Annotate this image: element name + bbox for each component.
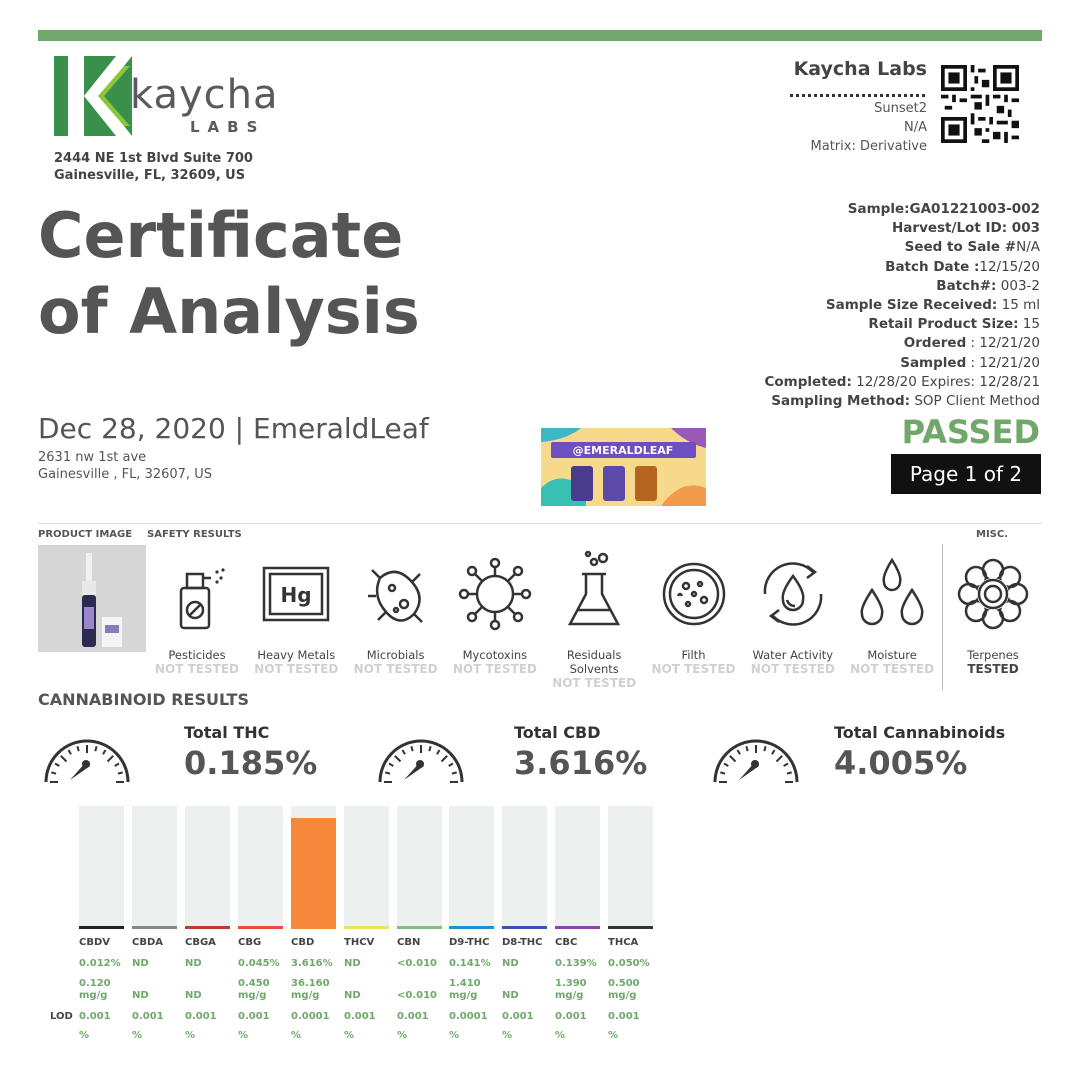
cannabinoid-lod: 0.001 (238, 1011, 270, 1022)
cannabinoid-percent: 0.045% (238, 958, 280, 969)
cannabinoid-mg-unit: ND (132, 990, 149, 1001)
safety-item-name: Filth (681, 648, 706, 662)
cannabinoid-mg-unit: mg/g (555, 990, 584, 1001)
bar-baseline (608, 926, 653, 929)
bar-baseline (79, 926, 124, 929)
cannabinoid-percent: ND (344, 958, 361, 969)
lab-info-line: Matrix: Derivative (810, 139, 927, 154)
safety-item-status: NOT TESTED (850, 662, 935, 676)
sample-detail-value: : 12/21/20 (966, 354, 1040, 371)
sample-detail-row (765, 373, 1041, 392)
cannabinoid-mg-unit: mg/g (238, 990, 267, 1001)
safety-item-moisture (846, 548, 938, 676)
cannabinoid-lod-unit: % (397, 1030, 408, 1041)
cannabinoid-lod: 0.001 (502, 1011, 534, 1022)
cannabinoid-lod: 0.0001 (291, 1011, 330, 1022)
flower-icon (947, 548, 1039, 640)
dotted-divider (790, 94, 925, 97)
droplets-icon (846, 548, 938, 640)
safety-item-status: NOT TESTED (155, 662, 239, 676)
cannabinoid-mg-unit: ND (502, 990, 519, 1001)
cannabinoid-percent: 0.012% (79, 958, 121, 969)
cannabinoid-mg-value: 36.160 (291, 978, 330, 989)
cannabinoid-name: THCA (608, 937, 639, 948)
cannabinoid-name: D9-THC (449, 937, 490, 948)
safety-item-pesticides (151, 548, 243, 676)
banner-brand-text: @EMERALDLEAF (572, 444, 674, 457)
gauge-icon (374, 720, 469, 788)
total-label: Total THC (184, 723, 270, 742)
gauge-icon (40, 720, 135, 788)
sample-detail-value: 12/28/20 Expires: 12/28/21 (851, 373, 1040, 390)
sample-detail-row (765, 392, 1041, 411)
sample-detail-value: N/A (1016, 239, 1040, 256)
page-indicator: Page 1 of 2 (891, 454, 1041, 494)
cannabinoid-percent: ND (185, 958, 202, 969)
section-divider (38, 523, 1042, 524)
client-address (38, 449, 212, 483)
lab-info-line: N/A (904, 120, 927, 135)
safety-item-name: Water Activity (752, 648, 834, 662)
misc-terpenes (947, 548, 1039, 676)
cannabinoid-lod: 0.001 (79, 1011, 111, 1022)
misc-label: MISC. (976, 529, 1009, 540)
sample-detail-key: Sampled (900, 354, 967, 371)
sample-detail-row (765, 277, 1041, 296)
bar-baseline (502, 926, 547, 929)
bar-track (449, 806, 494, 928)
sample-detail-value: 15 (1018, 316, 1040, 333)
page-title (38, 198, 420, 350)
sample-detail-row (765, 296, 1041, 315)
top-accent-bar (38, 30, 1042, 41)
sample-detail-row (765, 219, 1041, 238)
safety-item-name: Microbials (366, 648, 425, 662)
bar-baseline (344, 926, 389, 929)
cannabinoid-results-title: CANNABINOID RESULTS (38, 690, 249, 709)
sample-detail-row (765, 334, 1041, 353)
bar-fill-cbd (291, 818, 336, 928)
safety-item-status: NOT TESTED (552, 676, 637, 690)
cannabinoid-name: THCV (344, 937, 375, 948)
cannabinoid-lod-unit: % (79, 1030, 90, 1041)
safety-item-name: Moisture (867, 648, 917, 662)
total-value: 3.616% (514, 744, 648, 782)
safety-item-name: Heavy Metals (257, 648, 336, 662)
cannabinoid-name: CBD (291, 937, 315, 948)
sample-detail-key: Completed: (764, 373, 852, 390)
bar-track (344, 806, 389, 928)
client-address-line: 2631 nw 1st ave (38, 450, 147, 465)
safety-item-heavy-metals (250, 548, 342, 676)
sample-detail-value: 15 ml (997, 297, 1040, 314)
client-address-line: Gainesville , FL, 32607, US (38, 467, 212, 482)
bar-track (79, 806, 124, 928)
safety-item-residuals-solvents (548, 548, 640, 690)
cannabinoid-lod: 0.001 (132, 1011, 164, 1022)
sample-detail-key: Retail Product Size: (868, 316, 1019, 333)
cannabinoid-lod-unit: % (502, 1030, 513, 1041)
sample-detail-key: Harvest/Lot ID: (892, 220, 1008, 237)
cannabinoid-mg-value: 1.390 (555, 978, 587, 989)
cannabinoid-lod-unit: % (291, 1030, 302, 1041)
cannabinoid-lod-unit: % (132, 1030, 143, 1041)
cannabinoid-percent: ND (502, 958, 519, 969)
cannabinoid-lod-unit: % (344, 1030, 355, 1041)
cannabinoid-mg-unit: mg/g (79, 990, 108, 1001)
cannabinoid-lod: 0.001 (185, 1011, 217, 1022)
safety-item-microbials (350, 548, 442, 676)
safety-item-status: NOT TESTED (651, 662, 736, 676)
flask-icon (548, 548, 640, 640)
lab-info-line: Sunset2 (874, 101, 927, 116)
cannabinoid-percent: ND (132, 958, 149, 969)
petri-dish-icon (648, 548, 740, 640)
cannabinoid-lod: 0.001 (608, 1011, 640, 1022)
bacteria-icon (350, 548, 442, 640)
cannabinoid-percent: 0.050% (608, 958, 650, 969)
safety-item-name: Residuals Solvents (566, 648, 622, 676)
sample-detail-row (765, 315, 1041, 334)
cannabinoid-mg-value: 0.120 (79, 978, 111, 989)
hg-element-icon (250, 548, 342, 640)
bar-baseline (449, 926, 494, 929)
lod-label: LOD (50, 1011, 73, 1022)
cannabinoid-percent: 3.616% (291, 958, 333, 969)
cannabinoid-name: CBG (238, 937, 262, 948)
bar-baseline (555, 926, 600, 929)
lab-name: Kaycha Labs (793, 58, 927, 80)
product-image-label: PRODUCT IMAGE (38, 529, 133, 540)
bar-track (555, 806, 600, 928)
sample-detail-key: Ordered (903, 335, 967, 352)
total-value: 4.005% (834, 744, 968, 782)
cannabinoid-mg-value: 1.410 (449, 978, 481, 989)
sample-detail-key: Batch Date : (885, 258, 980, 275)
svg-text:Hg: Hg (280, 583, 312, 607)
safety-item-status: NOT TESTED (452, 662, 537, 676)
spray-bottle-icon (151, 548, 243, 640)
safety-item-water-activity (747, 548, 839, 676)
sample-detail-key: Sample: (847, 201, 910, 217)
qr-code-icon[interactable] (941, 65, 1019, 143)
cannabinoid-lod: 0.001 (344, 1011, 376, 1022)
bar-track (397, 806, 442, 928)
bar-baseline (397, 926, 442, 929)
safety-item-mycotoxins (449, 548, 541, 676)
cannabinoid-mg-unit: mg/g (291, 990, 320, 1001)
title-line: Certificate (38, 199, 404, 272)
cannabinoid-lod-unit: % (185, 1030, 196, 1041)
gauge-icon (709, 720, 804, 788)
bar-track (132, 806, 177, 928)
sample-detail-value: : 12/21/20 (966, 335, 1040, 352)
safety-item-status: NOT TESTED (353, 662, 438, 676)
sample-detail-value: 12/15/20 (979, 258, 1040, 275)
cannabinoid-lod: 0.001 (555, 1011, 587, 1022)
sample-detail-key: Sample Size Received: (825, 297, 998, 314)
bar-track (502, 806, 547, 928)
cannabinoid-name: CBGA (185, 937, 216, 948)
bar-track (185, 806, 230, 928)
sample-detail-value: SOP Client Method (910, 393, 1040, 410)
safety-item-filth (648, 548, 740, 676)
bar-baseline (291, 926, 336, 929)
bar-baseline (238, 926, 283, 929)
cannabinoid-lod: 0.0001 (449, 1011, 488, 1022)
cannabinoid-mg-value: 0.500 (608, 978, 640, 989)
cannabinoid-name: CBDA (132, 937, 164, 948)
sample-detail-value: 003 (1007, 220, 1040, 237)
product-banner-image (541, 428, 706, 506)
safety-item-status: NOT TESTED (750, 662, 835, 676)
bar-track (608, 806, 653, 928)
sample-detail-row (765, 354, 1041, 373)
cannabinoid-percent: 0.139% (555, 958, 597, 969)
sample-detail-value: 003-2 (996, 277, 1040, 294)
cannabinoid-mg-unit: mg/g (608, 990, 637, 1001)
sample-details (765, 200, 1041, 411)
sample-detail-row (765, 258, 1041, 277)
lab-address-line: Gainesville, FL, 32609, US (54, 168, 246, 183)
cannabinoid-percent: 0.141% (449, 958, 491, 969)
sample-detail-key: Seed to Sale # (904, 239, 1017, 256)
virus-icon (449, 548, 541, 640)
safety-item-name: Pesticides (168, 648, 226, 662)
total-label: Total Cannabinoids (834, 723, 1006, 742)
cannabinoid-mg-unit: <0.010 (397, 990, 438, 1001)
total-value: 0.185% (184, 744, 318, 782)
sample-detail-row (765, 200, 1041, 219)
title-line: of Analysis (38, 275, 420, 348)
status-badge: PASSED (901, 413, 1040, 451)
sample-detail-key: Sampling Method: (771, 393, 911, 410)
cannabinoid-percent: <0.010 (397, 958, 438, 969)
bar-track (238, 806, 283, 928)
cannabinoid-name: CBN (397, 937, 421, 948)
misc-name: Terpenes (967, 648, 1019, 662)
water-drop-cycle-icon (747, 548, 839, 640)
safety-item-name: Mycotoxins (462, 648, 528, 662)
cannabinoid-mg-value: 0.450 (238, 978, 270, 989)
cannabinoid-name: D8-THC (502, 937, 543, 948)
cannabinoid-mg-unit: mg/g (449, 990, 478, 1001)
lab-address (54, 150, 253, 184)
total-label: Total CBD (514, 723, 601, 742)
sample-detail-value: GA01221003-002 (909, 201, 1040, 217)
lab-address-line: 2444 NE 1st Blvd Suite 700 (54, 151, 253, 166)
cannabinoid-mg-unit: ND (185, 990, 202, 1001)
cannabinoid-name: CBDV (79, 937, 111, 948)
logo-subtitle: LABS (190, 118, 266, 136)
cannabinoid-mg-unit: ND (344, 990, 361, 1001)
sample-detail-row (765, 238, 1041, 257)
safety-results-label: SAFETY RESULTS (147, 529, 242, 540)
report-date-client: Dec 28, 2020 | EmeraldLeaf (38, 412, 429, 445)
cannabinoid-lod-unit: % (449, 1030, 460, 1041)
bar-baseline (132, 926, 177, 929)
cannabinoid-lod: 0.001 (397, 1011, 429, 1022)
misc-divider (942, 544, 943, 690)
cannabinoid-lod-unit: % (238, 1030, 249, 1041)
product-photo (38, 545, 146, 652)
cannabinoid-lod-unit: % (555, 1030, 566, 1041)
safety-item-status: NOT TESTED (254, 662, 339, 676)
bar-baseline (185, 926, 230, 929)
sample-detail-key: Batch#: (936, 277, 997, 294)
logo-wordmark: kaycha (130, 72, 279, 118)
cannabinoid-lod-unit: % (608, 1030, 619, 1041)
cannabinoid-name: CBC (555, 937, 578, 948)
misc-status: TESTED (967, 662, 1019, 676)
lab-info (811, 99, 927, 156)
